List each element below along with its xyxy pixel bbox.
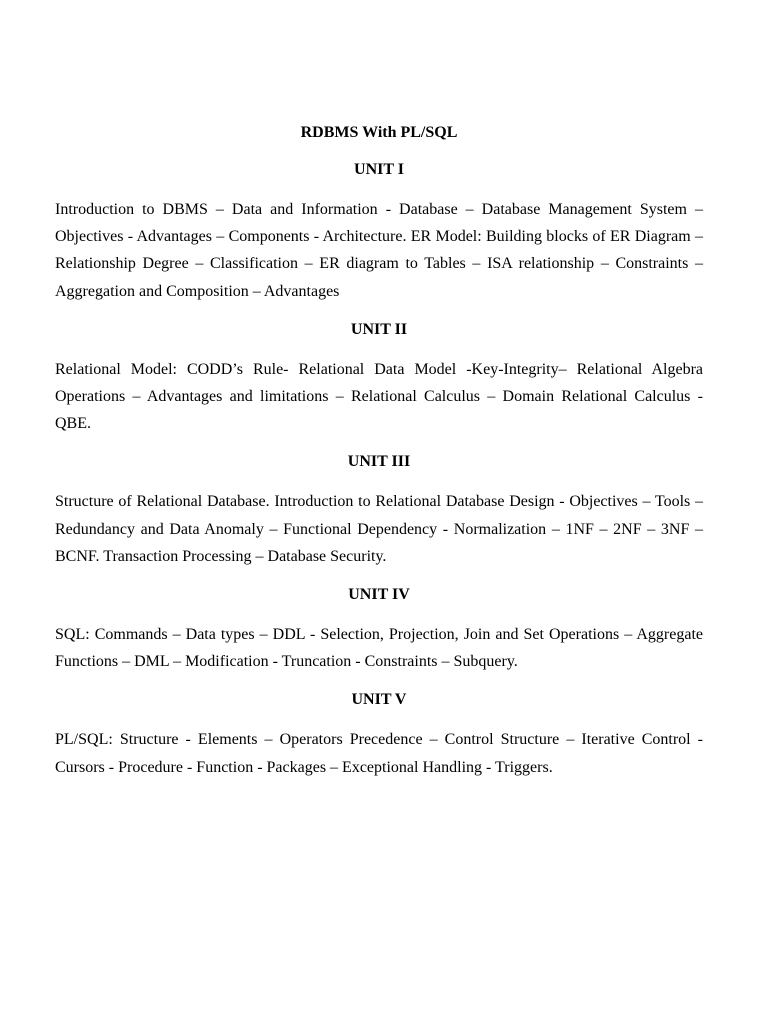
unit-content: Introduction to DBMS – Data and Information - Database – Database Management System – Objectives - Advantages – Components - Architecture. ER Model: Building blocks of ER Diagram – Relationship Degree – Classification – ER diagram to Tables – ISA relationship – Constraints – Aggregation and Composition – Advantages	[55, 201, 703, 300]
document-title: RDBMS With PL/SQL	[300, 124, 458, 141]
unit-content: SQL: Commands – Data types – DDL - Selection, Projection, Join and Set Operations – Aggregate Functions – DML – Modification - Truncation - Constraints – Subquery.	[55, 626, 703, 671]
unit-heading: UNIT III	[347, 453, 411, 471]
unit-heading: UNIT V	[351, 691, 407, 709]
unit-section-3	[55, 451, 703, 570]
unit-section-4	[55, 584, 703, 675]
unit-section-1	[55, 159, 703, 305]
unit-heading: UNIT I	[354, 161, 404, 178]
unit-content: Structure of Relational Database. Introduction to Relational Database Design - Objectives – Tools – Redundancy and Data Anomaly – Functional Dependency - Normalization – 1NF – 2NF – 3NF – BCNF. Transaction Processing – Database Security.	[55, 493, 703, 565]
unit-content: PL/SQL: Structure - Elements – Operators Precedence – Control Structure – Iterative Control - Cursors - Procedure - Function - Packages – Exceptional Handling - Triggers.	[55, 731, 703, 776]
unit-heading: UNIT II	[350, 320, 408, 338]
unit-section-5	[55, 689, 703, 780]
unit-section-2	[55, 319, 703, 438]
syllabus-page	[55, 122, 703, 795]
unit-content: Relational Model: CODD’s Rule- Relational Data Model -Key-Integrity– Relational Algebra Operations – Advantages and limitations – Relational Calculus – Domain Relational Calculus - QBE.	[55, 360, 703, 433]
unit-heading: UNIT IV	[348, 586, 410, 604]
